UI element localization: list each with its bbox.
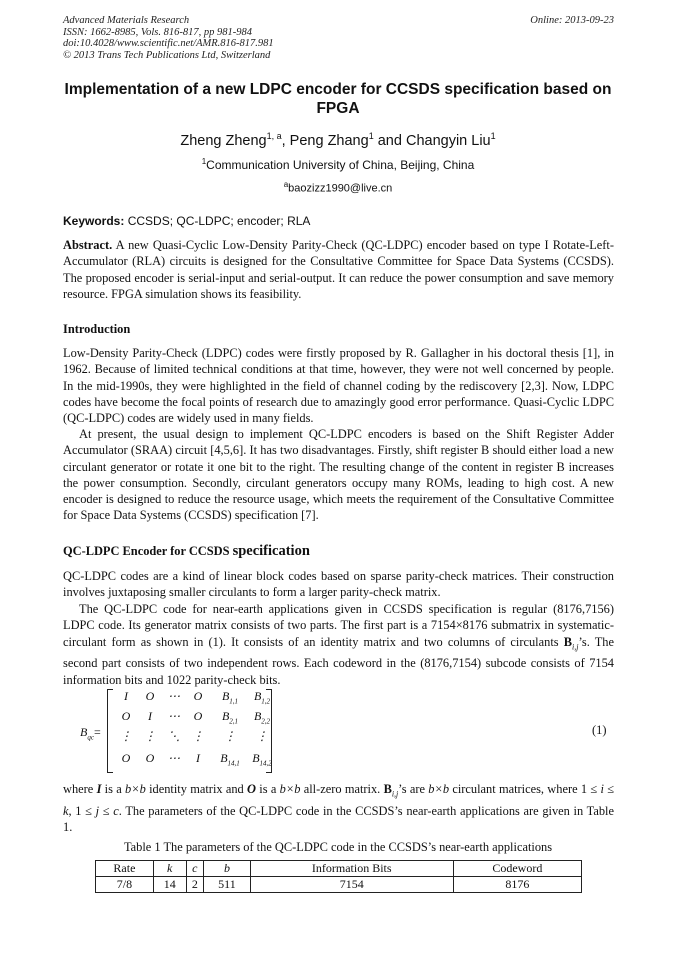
matrix-cell-sub: 2,1 — [229, 717, 239, 726]
parameters-table — [95, 860, 582, 893]
p3-h: ≤ — [603, 782, 614, 796]
p3-d: is a — [256, 782, 280, 796]
affiliation-sup: 1 — [201, 157, 207, 166]
equals-sign: = — [93, 725, 101, 739]
section2-heading-b: specification — [232, 543, 310, 559]
online-date: Online: 2013-09-23 — [530, 15, 614, 26]
p3-e: all-zero matrix. — [300, 782, 384, 796]
table-cell: 511 — [204, 877, 251, 893]
p3-a: where — [63, 782, 97, 796]
table-cell: 7/8 — [96, 877, 154, 893]
section2-heading — [63, 543, 310, 560]
matrix-cell: O — [193, 709, 203, 723]
doi-line[interactable]: doi:10.4028/www.scientific.net/AMR.816-817.981 — [63, 38, 274, 49]
table-row — [96, 877, 582, 893]
matrix-cell: ⋮ — [256, 729, 268, 743]
matrix-cell: O — [121, 709, 131, 723]
author-1: Zheng Zheng — [180, 132, 267, 149]
matrix-cell-sub: 14,2 — [259, 759, 272, 768]
matrix-cell: O — [193, 689, 203, 703]
matrix-cell: $B_{1,2}$ — [253, 689, 271, 706]
keywords-label: Keywords: — [63, 214, 125, 228]
table-header-cell: Rate — [96, 861, 154, 877]
p2-sub-ij: i,j — [572, 642, 579, 652]
p3-c2: c — [113, 803, 119, 818]
affiliation — [60, 157, 616, 172]
equation-1 — [80, 687, 620, 773]
author-1-sup: 1, a — [266, 131, 282, 141]
table-cell: 8176 — [453, 877, 581, 893]
p3-f: ’s are — [398, 782, 429, 796]
abstract-text: A new Quasi-Cyclic Low-Density Parity-Check (QC-LDPC) encoder based on type I Rotate-Left-Accumulator (RLA) circuits is designed for the Consultative Committee for Space Data Systems (CCSDS). The proposed encoder is serial-input and serial-output. It can reduce the power consumption and save memory resource. FPGA simulation shows its feasibility. — [63, 238, 614, 301]
email-sup: a — [283, 180, 289, 189]
keywords-text: CCSDS; QC-LDPC; encoder; RLA — [124, 214, 311, 228]
section2-paragraph-2 — [63, 601, 614, 688]
copyright-line: © 2013 Trans Tech Publications Ltd, Switzerland — [63, 49, 271, 61]
equation-lhs — [80, 725, 101, 741]
matrix-cell: O — [121, 751, 131, 765]
table-cell: 14 — [153, 877, 186, 893]
matrix-cell: $B_{2,2}$ — [253, 709, 271, 726]
author-3: and Changyin Liu — [373, 132, 491, 149]
matrix-cell: ⋯ — [168, 689, 180, 703]
p3-Bsub: i,j — [391, 789, 399, 799]
author-2: , Peng Zhang — [281, 132, 369, 149]
p3-b: is a — [101, 782, 126, 796]
table-header-cell: b — [204, 861, 251, 877]
p3-g: circulant matrices, where 1 ≤ — [449, 782, 601, 796]
p3-bxb-2: b×b — [279, 782, 301, 796]
affiliation-text: Communication University of China, Beijing, China — [206, 158, 475, 172]
p3-bxb-1: b×b — [125, 782, 146, 796]
p2-text-a: The QC-LDPC code for near-earth applications given in CCSDS specification is regular (8176,7156) LDPC code. Its generator matrix consists of two parts. The first part is a 7154×8176 submatrix in systematic-circulant form as shown in (1). It consists of an identity matrix and two columns of circulants — [63, 602, 614, 649]
author-list — [60, 131, 616, 149]
table-caption: Table 1 The parameters of the QC-LDPC code in the CCSDS’s near-earth applications — [123, 840, 553, 854]
matrix-row — [115, 729, 268, 745]
paper-title: Implementation of a new LDPC encoder for CCSDS specification based on FPGA — [64, 81, 612, 117]
p3-bxb-3: b×b — [428, 782, 450, 796]
p3-k: k — [63, 803, 69, 818]
table-header-cell: c — [186, 861, 204, 877]
matrix-row — [115, 689, 271, 706]
author-2-sup: 1 — [368, 131, 374, 141]
table-cell: 7154 — [250, 877, 453, 893]
p3-jv: j — [95, 803, 100, 818]
matrix-cell: I — [148, 709, 152, 723]
p3-j2: ≤ — [99, 803, 114, 818]
matrix-row — [115, 751, 272, 768]
matrix-cell: O — [145, 689, 155, 703]
author-3-sup: 1 — [490, 131, 496, 141]
matrix-cell: $B_{1,1}$ — [221, 689, 239, 706]
p2-bold-b: B — [563, 634, 572, 649]
p3-i: i — [600, 782, 604, 796]
lhs-sub: qc — [87, 733, 94, 742]
matrix-cell: ⋮ — [224, 729, 236, 743]
left-bracket — [107, 689, 113, 773]
lhs-b: B — [80, 725, 88, 739]
intro-paragraph-2: At present, the usual design to implement QC-LDPC encoders is based on the Shift Register Adder Accumulator (SRAA) circuit [4,5,6]. It has two disadvantages. Firstly, shift register B should either load a new circulant generator or rotate it one bit to the right. The resulting change of the content in register B increases the power consumption. Secondly, circulant generators occupy many ROMs, leading to high cost. A new encoder is designed to reduce the resource usage, which meets the requirement of the Consultative Committee for Space Data Systems (CCSDS) specification [7]. — [63, 427, 614, 523]
matrix-cell: ⋱ — [168, 729, 180, 743]
abstract — [63, 237, 614, 302]
p2-text-d: ’s. The second part consists of two independent rows. Each codeword in the (8176,7154) subcode consists of 7154 information bits and 1022 parity-check bits. — [63, 634, 614, 687]
equation-number: (1) — [592, 723, 607, 737]
journal-name: Advanced Materials Research — [63, 15, 190, 26]
p3-end: . The parameters of the QC-LDPC code in the CCSDS’s near-earth applications are given in Table 1. — [63, 803, 614, 835]
section2-paragraph-3 — [63, 781, 614, 835]
matrix-cell-sub: 1,2 — [261, 697, 271, 706]
section2-paragraph-1: QC-LDPC codes are a kind of linear block codes based on sparse parity-check matrices. Their construction involves juxtaposing smaller circulants to form a larger parity-check matrix. — [63, 569, 614, 600]
p3-j1: , 1 ≤ — [68, 803, 96, 818]
table-header-cell: k — [153, 861, 186, 877]
matrix-cell: I — [196, 751, 200, 765]
author-email — [60, 180, 616, 195]
matrix-cell: ⋮ — [120, 729, 132, 743]
matrix-cell-sub: 14,1 — [227, 759, 240, 768]
matrix-cell: I — [124, 689, 128, 703]
matrix-cell: $B_{14,1}$ — [220, 751, 240, 768]
intro-heading: Introduction — [63, 322, 131, 336]
table-header-row — [96, 861, 582, 877]
matrix-cell: ⋮ — [144, 729, 156, 743]
matrix-cell: O — [145, 751, 155, 765]
intro-paragraph-1: Low-Density Parity-Check (LDPC) codes were firstly proposed by R. Gallagher in his doctoral thesis [1], in 1962. Because of limited technical conditions at that time, however, they were not well concerned by people. In the mid-1990s, they were highlighted in the field of channel coding by the rediscovery [2,3]. Now, LDPC codes have become the focal points of research due to amazingly good error performance. Quasi-Cyclic LDPC (QC-LDPC) codes are widely used in many fields. — [63, 346, 614, 426]
section2-heading-a: QC-LDPC Encoder for CCSDS — [63, 544, 233, 558]
issn-line: ISSN: 1662-8985, Vols. 816-817, pp 981-984 — [63, 26, 252, 38]
p3-c: identity matrix and — [145, 782, 248, 796]
p3-O: O — [247, 782, 256, 796]
email-text[interactable]: baozizz1990@live.cn — [288, 182, 393, 195]
matrix-cell: ⋯ — [168, 709, 180, 723]
table-header-cell: Codeword — [453, 861, 581, 877]
table-header-cell: Information Bits — [250, 861, 453, 877]
table-cell: 2 — [186, 877, 204, 893]
journal-header — [63, 15, 274, 61]
p3-B: B — [383, 782, 392, 796]
matrix-cell: ⋮ — [192, 729, 204, 743]
matrix-cell: $B_{2,1}$ — [221, 709, 239, 726]
abstract-label: Abstract. — [63, 238, 113, 252]
matrix-cell: ⋯ — [168, 751, 180, 765]
p3-I: I — [96, 782, 102, 796]
keywords — [63, 214, 615, 228]
matrix-row — [115, 709, 271, 726]
matrix-cell-sub: 2,2 — [261, 717, 271, 726]
matrix-cell: $B_{14,2}$ — [252, 751, 272, 768]
matrix-cell-sub: 1,1 — [229, 697, 239, 706]
